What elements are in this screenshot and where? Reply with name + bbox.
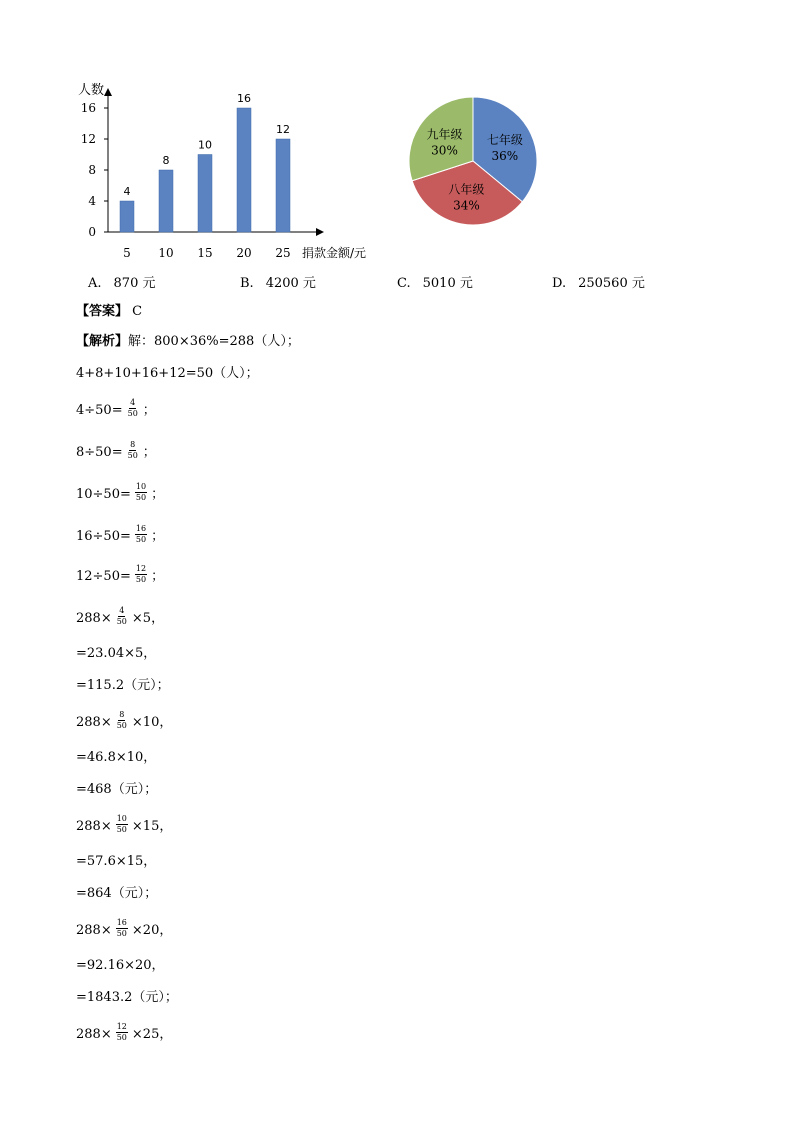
numerator: 12 bbox=[116, 1022, 127, 1031]
bar-data-label: 8 bbox=[162, 154, 170, 167]
result-line-3a: =57.6×15， bbox=[76, 854, 157, 869]
fraction bbox=[135, 524, 147, 545]
multiply-line-1 bbox=[76, 608, 164, 629]
y-axis-arrow bbox=[104, 88, 112, 96]
option-letter: D. bbox=[552, 276, 567, 291]
pie-slice-percent: 36% bbox=[491, 149, 519, 164]
numerator: 10 bbox=[116, 814, 127, 823]
expr-suffix: ； bbox=[151, 487, 165, 502]
denominator: 50 bbox=[135, 575, 147, 584]
denominator: 50 bbox=[127, 451, 138, 460]
option-b bbox=[240, 272, 316, 291]
denominator: 50 bbox=[127, 409, 138, 418]
expr-suffix: ×15， bbox=[131, 819, 173, 834]
numerator: 8 bbox=[130, 440, 136, 449]
fraction-line-3 bbox=[76, 484, 164, 505]
result-line-2b: =468（元）； bbox=[76, 782, 158, 797]
result-line-2a: =46.8×10， bbox=[76, 750, 157, 765]
bar-data-label: 12 bbox=[276, 123, 290, 136]
pie-slice-label: 九年级 bbox=[426, 127, 463, 142]
expr-suffix: ×5， bbox=[131, 611, 165, 626]
fraction bbox=[127, 398, 139, 419]
bars bbox=[120, 92, 291, 260]
y-tick-label: 4 bbox=[88, 194, 96, 208]
result-line-1a: =23.04×5， bbox=[76, 646, 157, 661]
pie-chart bbox=[409, 97, 537, 225]
bar bbox=[198, 155, 212, 233]
x-tick-label: 25 bbox=[275, 246, 291, 260]
result-line-4a: =92.16×20， bbox=[76, 958, 165, 973]
expr-prefix: 288× bbox=[76, 923, 112, 938]
denominator: 50 bbox=[116, 825, 127, 834]
option-letter: A. bbox=[88, 276, 102, 291]
numerator: 16 bbox=[116, 918, 127, 927]
expr-suffix: ； bbox=[151, 569, 165, 584]
expr-prefix: 288× bbox=[76, 1027, 112, 1042]
denominator: 50 bbox=[116, 721, 127, 730]
numerator: 12 bbox=[135, 564, 147, 573]
bar bbox=[159, 170, 173, 232]
bar-chart bbox=[78, 82, 366, 260]
x-axis-arrow bbox=[316, 228, 324, 236]
expr-prefix: 288× bbox=[76, 715, 112, 730]
expr-suffix: ； bbox=[151, 529, 165, 544]
fraction bbox=[135, 482, 147, 503]
option-text: 4200 元 bbox=[265, 276, 316, 291]
x-tick-label: 10 bbox=[158, 246, 174, 260]
y-ticks bbox=[81, 101, 108, 239]
result-line-3b: =864（元）； bbox=[76, 886, 158, 901]
answer-label: 【答案】 bbox=[76, 304, 129, 319]
analysis-line-2: 4+8+10+16+12=50（人）； bbox=[76, 366, 259, 381]
denominator: 50 bbox=[116, 617, 127, 626]
numerator: 4 bbox=[130, 398, 136, 407]
numerator: 10 bbox=[135, 482, 147, 491]
multiply-line-5 bbox=[76, 1024, 172, 1045]
pie-slice-label: 七年级 bbox=[486, 133, 523, 148]
fraction bbox=[116, 1022, 128, 1043]
expr-prefix: 10÷50= bbox=[76, 487, 131, 502]
result-line-1b: =115.2（元）； bbox=[76, 678, 170, 693]
answer-value: C bbox=[132, 304, 143, 319]
expr-prefix: 4÷50= bbox=[76, 403, 123, 418]
analysis-line-1 bbox=[76, 332, 300, 352]
bar bbox=[120, 201, 134, 232]
expr-suffix: ×25， bbox=[131, 1027, 173, 1042]
denominator: 50 bbox=[116, 1033, 127, 1042]
option-text: 870 元 bbox=[113, 276, 156, 291]
denominator: 50 bbox=[116, 929, 127, 938]
expr-suffix: ×20， bbox=[131, 923, 173, 938]
pie-slice-label: 八年级 bbox=[448, 182, 485, 197]
fraction bbox=[127, 440, 139, 461]
charts-area bbox=[70, 78, 590, 268]
expr-suffix: ； bbox=[142, 445, 156, 460]
option-text: 250560 元 bbox=[578, 276, 645, 291]
option-text: 5010 元 bbox=[422, 276, 473, 291]
option-a bbox=[88, 272, 155, 291]
expr-suffix: ×10， bbox=[131, 715, 173, 730]
expr-prefix: 288× bbox=[76, 819, 112, 834]
x-axis-label: 捐款金额/元 bbox=[302, 246, 367, 260]
y-axis-label: 人数 bbox=[78, 83, 105, 98]
expr-prefix: 12÷50= bbox=[76, 569, 131, 584]
bar-data-label: 10 bbox=[198, 138, 212, 152]
y-tick-label: 12 bbox=[80, 132, 96, 146]
expr-prefix: 8÷50= bbox=[76, 445, 123, 460]
fraction-line-1 bbox=[76, 400, 156, 421]
multiply-line-3 bbox=[76, 816, 172, 837]
x-tick-label: 15 bbox=[197, 246, 213, 260]
numerator: 8 bbox=[119, 710, 125, 719]
result-line-4b: =1843.2（元）； bbox=[76, 990, 178, 1005]
bar-data-label: 4 bbox=[123, 185, 131, 198]
fraction-line-4 bbox=[76, 526, 164, 547]
pie-slice-percent: 30% bbox=[431, 143, 458, 158]
fraction bbox=[116, 710, 128, 731]
denominator: 50 bbox=[135, 535, 147, 544]
fraction-line-2 bbox=[76, 442, 156, 463]
fraction-line-5 bbox=[76, 566, 164, 587]
option-d bbox=[552, 272, 645, 291]
expr-prefix: 288× bbox=[76, 611, 112, 626]
bar bbox=[276, 139, 290, 232]
multiply-line-4 bbox=[76, 920, 172, 941]
option-letter: B. bbox=[240, 276, 254, 291]
multiply-line-2 bbox=[76, 712, 172, 733]
fraction bbox=[116, 918, 128, 939]
fraction bbox=[116, 814, 128, 835]
option-c bbox=[397, 272, 473, 291]
expr-suffix: ； bbox=[142, 403, 156, 418]
option-letter: C. bbox=[397, 276, 411, 291]
y-tick-label: 0 bbox=[88, 225, 96, 239]
analysis-label: 【解析】 bbox=[76, 334, 129, 349]
y-tick-label: 16 bbox=[80, 101, 96, 115]
y-tick-label: 8 bbox=[88, 163, 96, 177]
x-tick-label: 20 bbox=[236, 246, 252, 260]
bar-data-label: 16 bbox=[237, 92, 251, 105]
answer-line bbox=[76, 302, 142, 322]
analysis-text: 解：800×36%=288（人）； bbox=[128, 334, 300, 349]
fraction bbox=[116, 606, 128, 627]
bar bbox=[237, 108, 251, 232]
numerator: 16 bbox=[135, 524, 147, 533]
pie-slice-percent: 34% bbox=[453, 198, 480, 213]
fraction bbox=[135, 564, 147, 585]
denominator: 50 bbox=[135, 493, 147, 502]
expr-prefix: 16÷50= bbox=[76, 529, 131, 544]
numerator: 4 bbox=[119, 606, 125, 615]
x-tick-label: 5 bbox=[123, 246, 131, 260]
